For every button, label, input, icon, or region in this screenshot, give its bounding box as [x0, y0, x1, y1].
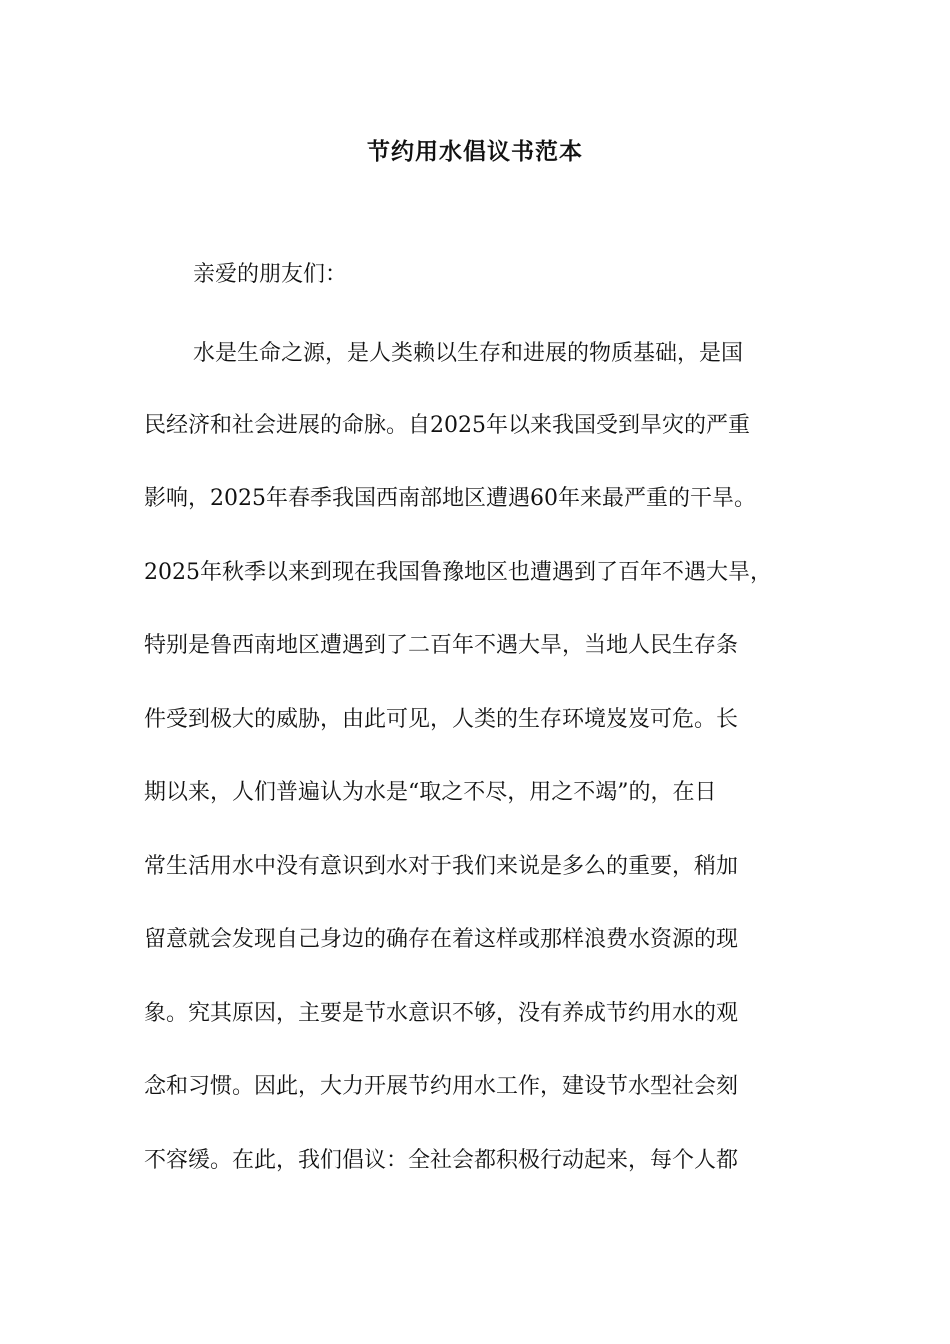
body-line-12: 不容缓。在此，我们倡议：全社会都积极行动起来，每个人都: [144, 1148, 739, 1173]
body-line-8: 常生活用水中没有意识到水对于我们来说是多么的重要，稍加: [144, 854, 739, 879]
body-line-11: 念和习惯。因此，大力开展节约用水工作，建设节水型社会刻: [144, 1074, 739, 1099]
body-line-3: 影响，2025年春季我国西南部地区遭遇60年来最严重的干旱。: [144, 486, 756, 511]
body-line-7: 期以来，人们普遍认为水是“取之不尽，用之不竭”的，在日: [144, 780, 717, 805]
body-line-9: 留意就会发现自己身边的确存在着这样或那样浪费水资源的现: [144, 927, 739, 952]
body-line-2: 民经济和社会进展的命脉。自2025年以来我国受到旱灾的严重: [144, 413, 750, 438]
body-line-10: 象。究其原因，主要是节水意识不够，没有养成节约用水的观: [144, 1001, 739, 1026]
body-line-4: 2025年秋季以来到现在我国鲁豫地区也遭遇到了百年不遇大旱，: [144, 560, 772, 585]
body-line-6: 件受到极大的威胁，由此可见，人类的生存环境岌岌可危。长: [144, 707, 739, 732]
body-line-1: 水是生命之源，是人类赖以生存和进展的物质基础，是国: [193, 341, 744, 366]
document-title: 节约用水倡议书范本: [367, 138, 583, 165]
body-line-5: 特别是鲁西南地区遭遇到了二百年不遇大旱，当地人民生存条: [144, 633, 739, 658]
salutation: 亲爱的朋友们：: [193, 262, 348, 287]
